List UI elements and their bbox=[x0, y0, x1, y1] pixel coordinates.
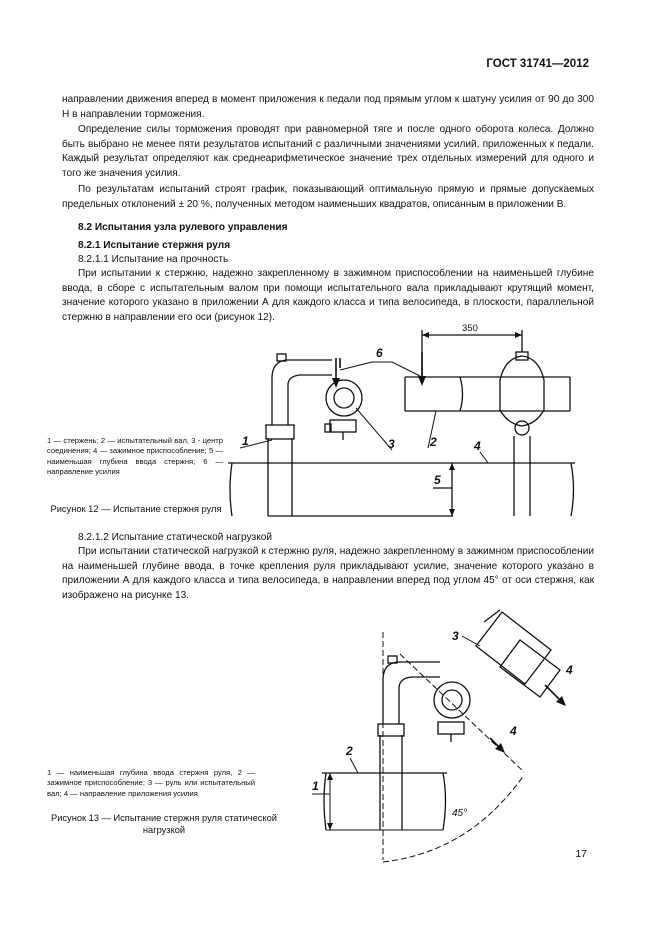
fig13-leader-2 bbox=[350, 758, 358, 773]
fig13-clamp-right-break bbox=[443, 773, 446, 830]
page-number: 17 bbox=[575, 848, 587, 860]
heading-8-2-1-2: 8.2.1.2 Испытание статической нагрузкой bbox=[78, 532, 272, 543]
fig12-label-3: 3 bbox=[388, 437, 395, 451]
fig13-clamp-ring bbox=[434, 682, 470, 718]
fig13-label-2: 2 bbox=[346, 744, 353, 758]
fig12-label-6: 6 bbox=[376, 346, 383, 360]
fig12-label-2: 2 bbox=[430, 435, 437, 449]
paragraph-strength-test: При испытании к стержню, надежно закрепленному в зажимном приспособлении на наименьшей глубине ввода, в сборе с испытательным валом при помощи испытательного вала прикладывают крутящий момент, значение которого указано в приложении А для каждого класса и типа велосипеда, в плоскости, параллельной стержню в направлении его оси (рисунок 12). bbox=[62, 268, 594, 323]
paragraph-braking-force: Определение силы торможения проводят при равномерной тяге и после одного оборота колеса. Должно быть выбрано не менее пяти результатов испытаний с различными значениями усилий, приложенных к педали. Каждый результат определяют как среднеарифметическое значение трех отдельных измерений для одного и того же значения усилия. bbox=[62, 124, 594, 179]
heading-8-2-1-1: 8.2.1.1 Испытание на прочность bbox=[78, 254, 229, 265]
fig13-leader-3 bbox=[462, 636, 480, 646]
paragraph-static-test: При испытании статической нагрузкой к стержню руля, надежно закрепленному в зажимном приспособлении на наименьшей глубине ввода, в точке крепления руля прикладывают усилие, значение которого указано в приложении А для каждого класса и типа велосипеда, в направлении вперед под углом 45° от оси стержня, как изображено на рисунке 13. bbox=[62, 546, 594, 601]
figure-13-caption: Рисунок 13 — Испытание стержня руля статической нагрузкой bbox=[51, 813, 277, 835]
heading-8-2: 8.2 Испытания узла рулевого управления bbox=[78, 222, 288, 233]
fig12-dimension-350: 350 bbox=[462, 323, 478, 334]
fig12-label-4: 4 bbox=[474, 439, 481, 453]
fig13-label-4b: 4 bbox=[510, 724, 517, 738]
fig13-angle-45: 45° bbox=[452, 808, 468, 819]
fig13-clamp-left-break bbox=[324, 773, 326, 830]
standard-number: ГОСТ 31741—2012 bbox=[486, 58, 589, 70]
figure-12-caption: Рисунок 12 — Испытание стержня руля bbox=[50, 504, 222, 514]
fig13-label-1: 1 bbox=[312, 779, 319, 793]
fig12-label-5: 5 bbox=[434, 473, 441, 487]
paragraph-pedal-force: направлении движения вперед в момент приложения к педали под прямым углом к шатуну усилия от 90 до 300 Н в направлении торможения. bbox=[62, 94, 594, 120]
figure-13-legend: 1 — наименьшая глубина ввода стержня руля, 2 — зажимное приспособление; 3 — руль или испытательный вал; 4 — направление приложения усилия bbox=[47, 768, 255, 798]
fig13-stem-outer bbox=[383, 662, 440, 724]
heading-8-2-1: 8.2.1 Испытание стержня руля bbox=[78, 240, 231, 251]
fig13-label-3: 3 bbox=[452, 629, 459, 643]
figure-12-legend: 1 — стержень; 2 — испытательный вал, 3 - центр соединения; 4 — зажимное приспособление; 5 — наименьшая глубина ввода стержня; 6 — направление усилия bbox=[47, 436, 223, 477]
paragraph-graph: По результатам испытаний строят график, показывающий оптимальную прямую и прямые допускаемых предельных отклонений ± 20 %, полученных методом наименьших квадратов, описанным в приложении В. bbox=[62, 184, 594, 210]
fig12-label-1: 1 bbox=[242, 434, 249, 448]
fig13-label-4a: 4 bbox=[566, 663, 573, 677]
